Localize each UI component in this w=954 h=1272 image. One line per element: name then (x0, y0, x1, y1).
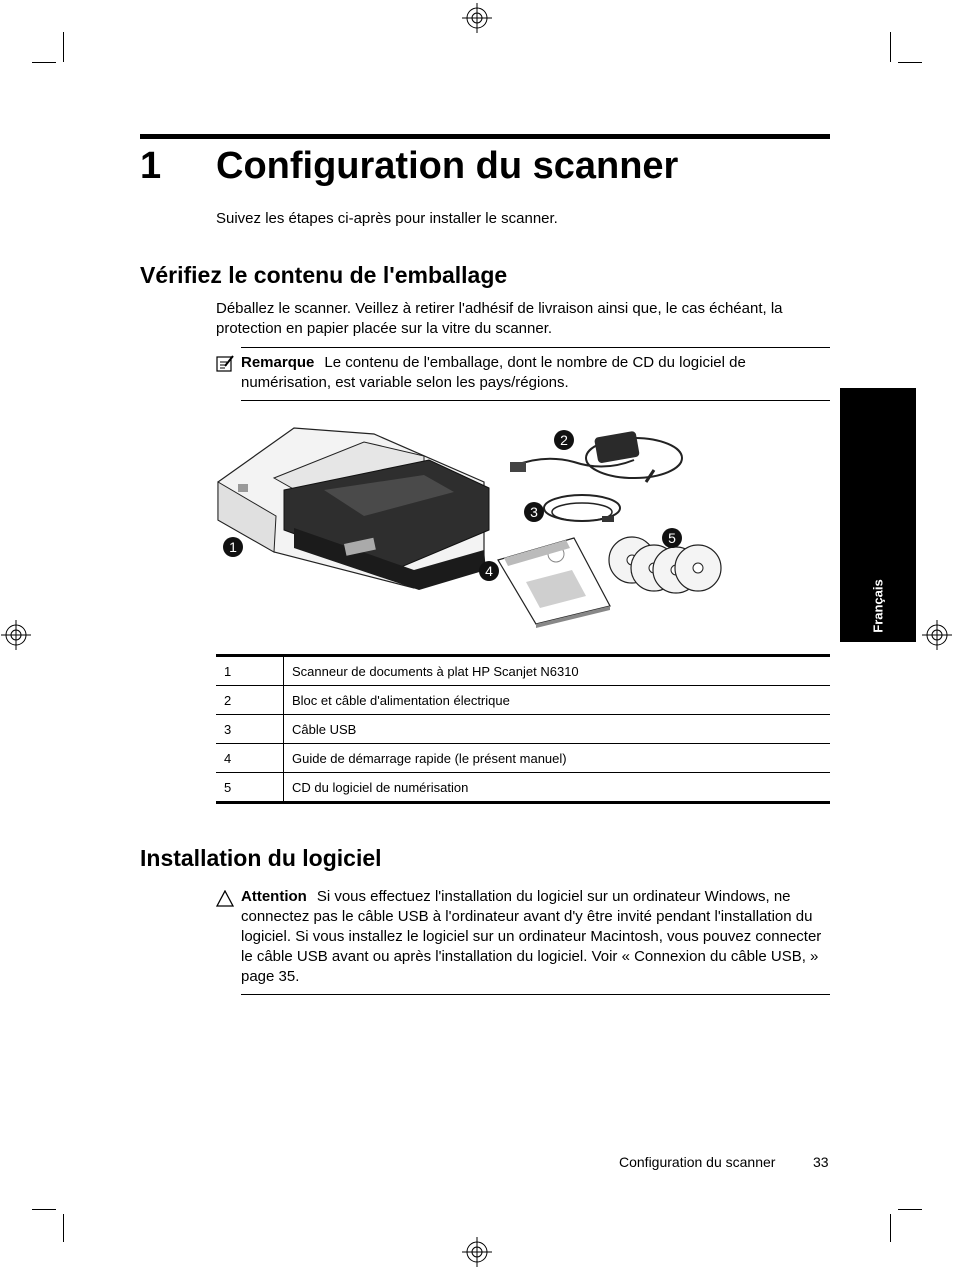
crop-mark (890, 1214, 891, 1242)
item-number: 3 (216, 715, 284, 744)
language-side-tab (840, 388, 916, 642)
item-description: Câble USB (284, 715, 831, 744)
svg-text:1: 1 (229, 539, 237, 555)
svg-text:2: 2 (560, 432, 568, 448)
table-row (216, 656, 830, 686)
package-contents-illustration (214, 420, 724, 632)
svg-text:4: 4 (485, 563, 493, 579)
attention-box (241, 887, 830, 995)
item-number: 2 (216, 686, 284, 715)
crop-mark (898, 62, 922, 63)
footer-page-number: 33 (813, 1154, 829, 1170)
note-box (241, 347, 830, 401)
chapter-number: 1 (140, 145, 162, 187)
callout-1 (223, 537, 243, 557)
callout-2 (554, 430, 574, 450)
table-row (216, 686, 830, 715)
scanner-illustration (218, 428, 489, 590)
callout-4 (479, 561, 499, 581)
crop-mark (63, 1214, 64, 1242)
usb-cable-illustration (544, 495, 620, 522)
chapter-intro: Suivez les étapes ci-après pour installer le scanner. (216, 210, 558, 227)
chapter-rule (140, 134, 830, 139)
crop-mark (63, 32, 64, 62)
table-row (216, 773, 830, 803)
crop-mark (32, 1209, 56, 1210)
note-label: Remarque (241, 354, 315, 371)
note-icon (216, 355, 234, 373)
crop-mark (890, 32, 891, 62)
cd-illustration (609, 537, 721, 593)
registration-mark-icon (922, 620, 952, 650)
note-text: Le contenu de l'emballage, dont le nombre de CD du logiciel de numérisation, est variable selon les pays/régions. (241, 354, 746, 391)
table-row (216, 715, 830, 744)
warning-triangle-icon (216, 890, 234, 907)
table-row (216, 744, 830, 773)
attention-label: Attention (241, 888, 307, 905)
contents-table (216, 654, 830, 804)
svg-text:5: 5 (668, 530, 676, 546)
chapter-title: Configuration du scanner (216, 145, 679, 187)
item-description: Scanneur de documents à plat HP Scanjet N6310 (284, 656, 831, 686)
item-number: 1 (216, 656, 284, 686)
svg-text:3: 3 (530, 504, 538, 520)
guide-booklet-illustration (498, 538, 610, 628)
registration-mark-icon (462, 3, 492, 33)
callout-5 (662, 528, 682, 548)
section-heading-contents: Vérifiez le contenu de l'emballage (140, 262, 508, 288)
item-description: CD du logiciel de numérisation (292, 779, 469, 795)
item-number: 4 (216, 744, 284, 773)
callout-3 (524, 502, 544, 522)
power-supply-illustration (510, 431, 682, 482)
section-body-unpack: Déballez le scanner. Veillez à retirer l'adhésif de livraison ainsi que, le cas échéant, la protection en papier placée sur la vitre du scanner. (216, 300, 783, 337)
item-number: 5 (216, 773, 284, 803)
section-heading-software: Installation du logiciel (140, 845, 382, 871)
attention-text: Si vous effectuez l'installation du logiciel sur un ordinateur Windows, ne connectez pas le câble USB à l'ordinateur avant d'y être invité pendant l'installation du logiciel. Si vous installez le logiciel sur un ordinateur Macintosh, vous pouvez connecter le câble USB avant ou après l'installation du logiciel. Voir « Connexion du câble USB, » page 35. (241, 888, 822, 985)
footer-chapter-title: Configuration du scanner (619, 1154, 776, 1170)
crop-mark (898, 1209, 922, 1210)
crop-mark (32, 62, 56, 63)
registration-mark-icon (462, 1237, 492, 1267)
side-tab-label: Français (870, 579, 886, 633)
item-description: Bloc et câble d'alimentation électrique (284, 686, 831, 715)
item-description: Guide de démarrage rapide (le présent manuel) (284, 744, 831, 773)
registration-mark-icon (1, 620, 31, 650)
